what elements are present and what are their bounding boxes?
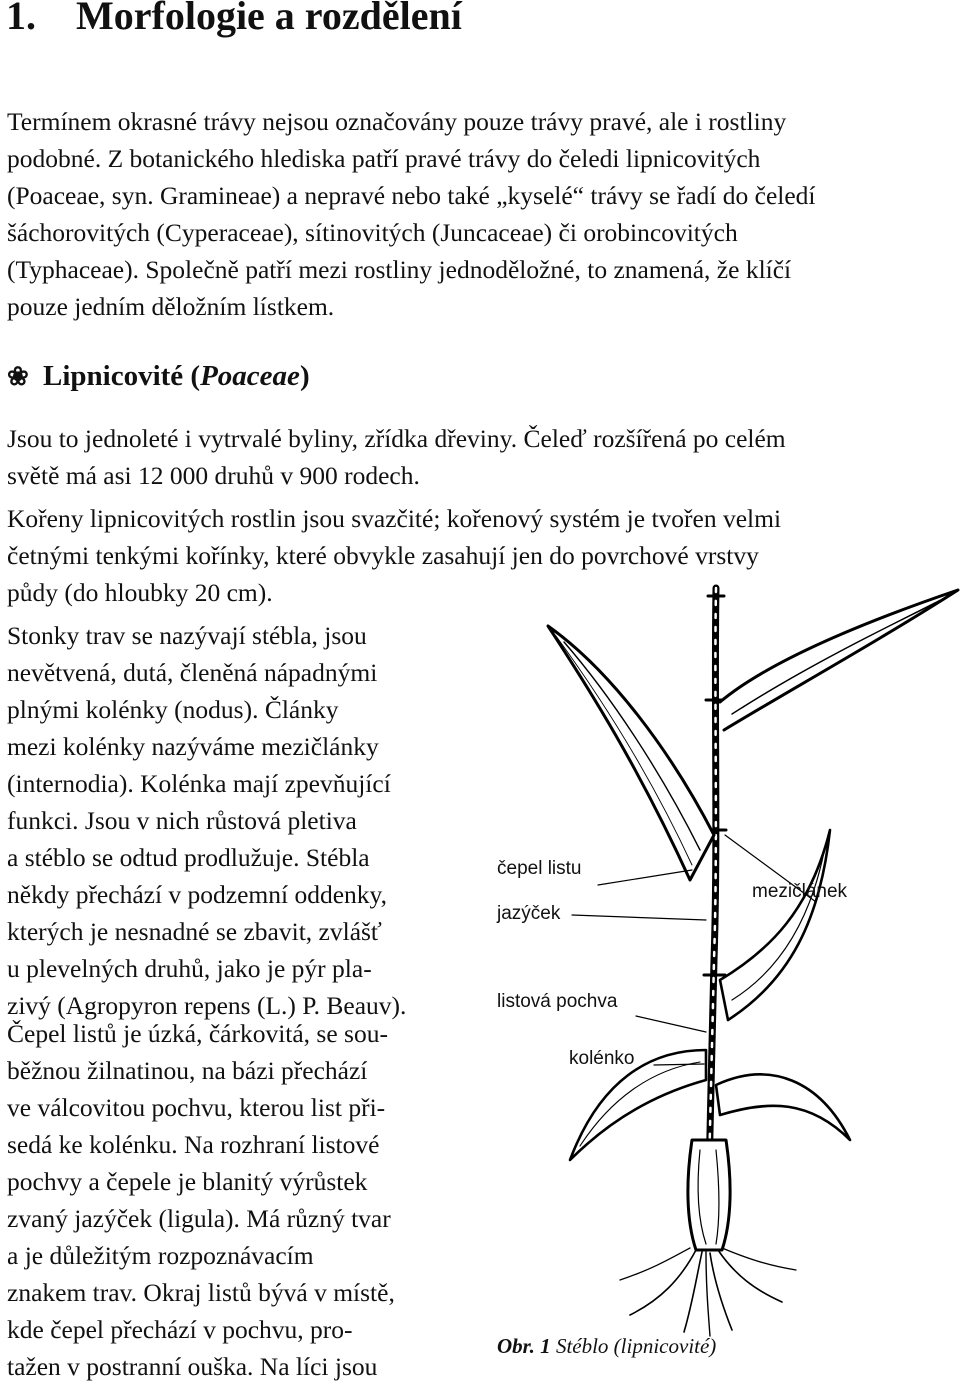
grass-stem-illustration (470, 580, 960, 1340)
text-line: znakem trav. Okraj listů bývá v místě, (7, 1278, 395, 1307)
text-line: Kořeny lipnicovitých rostlin jsou svazčité; kořenový systém je tvořen velmi (7, 504, 782, 533)
text-line: Jsou to jednoleté i vytrvalé byliny, zřídka dřeviny. Čeleď rozšířená po celém (7, 424, 786, 453)
text-line: nevětvená, dutá, členěná nápadnými (7, 658, 378, 687)
text-line: (Typhaceae). Společně patří mezi rostliny jednoděložné, to znamená, že klíčí (7, 255, 792, 284)
figure-caption (497, 1333, 716, 1359)
chapter-number: 1. (6, 0, 36, 38)
text-line: půdy (do hloubky 20 cm). (7, 578, 273, 607)
section-title: Lipnicovité (43, 360, 184, 392)
text-line: pouze jedním děložním lístkem. (7, 292, 335, 321)
text-line: světě má asi 12 000 druhů v 900 rodech. (7, 461, 420, 490)
text-line: tažen v postranní ouška. Na líci jsou (7, 1352, 378, 1381)
text-line: ve válcovitou pochvu, kterou list při- (7, 1093, 386, 1122)
section-latin: Poaceae (200, 360, 300, 392)
text-line: sedá ke kolénku. Na rozhraní listové (7, 1130, 380, 1159)
text-line: (Poaceae, syn. Gramineae) a nepravé nebo také „kyselé“ trávy se řadí do čeledí (7, 181, 816, 210)
text-line: mezi kolénky nazýváme mezičlánky (7, 732, 379, 761)
text-line: zivý (Agropyron repens (L.) P. Beauv). (7, 991, 407, 1020)
figure-caption-text: Stéblo (lipnicovité) (555, 1334, 717, 1358)
text-line: pochvy a čepele je blanitý výrůstek (7, 1167, 368, 1196)
chapter-title-text: Morfologie a rozdělení (76, 0, 462, 38)
text-line: Stonky trav se nazývají stébla, jsou (7, 621, 367, 650)
section-heading: ❀ Lipnicovité (Poaceae) (7, 356, 310, 397)
paragraph-family (7, 420, 955, 494)
text-line: Čepel listů je úzká, čárkovitá, se sou- (7, 1019, 388, 1048)
text-line: někdy přechází v podzemní oddenky, (7, 880, 388, 909)
chapter-title (6, 0, 462, 38)
text-line: podobné. Z botanického hlediska patří pravé trávy do čeledi lipnicovitých (7, 144, 761, 173)
figure-number: Obr. 1 (497, 1334, 551, 1358)
text-line: kde čepel přechází v pochvu, pro- (7, 1315, 353, 1344)
paragraph-leaves (7, 1015, 467, 1385)
text-line: (internodia). Kolénka mají zpevňující (7, 769, 391, 798)
label-ligule: jazýček (497, 903, 561, 924)
text-line: Termínem okrasné trávy nejsou označovány pouze trávy pravé, ale i rostliny (7, 107, 787, 136)
text-line: plnými kolénky (nodus). Články (7, 695, 339, 724)
text-line: četnými tenkými kořínky, které obvykle zasahují jen do povrchové vrstvy (7, 541, 759, 570)
intro-paragraph (7, 103, 955, 325)
text-line: funkci. Jsou v nich růstová pletiva (7, 806, 357, 835)
label-sheath: listová pochva (497, 991, 618, 1012)
label-internode: mezičlánek (752, 881, 848, 902)
text-line: a stéblo se odtud prodlužuje. Stébla (7, 843, 370, 872)
flower-icon: ❀ (7, 362, 29, 391)
text-line: běžnou žilnatinou, na bázi přechází (7, 1056, 368, 1085)
text-line: a je důležitým rozpoznávacím (7, 1241, 314, 1270)
text-line: u plevelných druhů, jako je pýr pla- (7, 954, 372, 983)
text-line: šáchorovitých (Cyperaceae), sítinovitých (Juncaceae) či orobincovitých (7, 218, 738, 247)
label-blade: čepel listu (497, 858, 582, 879)
text-line: zvaný jazýček (ligula). Má různý tvar (7, 1204, 391, 1233)
paragraph-stems (7, 617, 467, 1024)
text-line: kterých je nesnadné se zbavit, zvlášť (7, 917, 382, 946)
label-node: kolénko (569, 1048, 635, 1069)
